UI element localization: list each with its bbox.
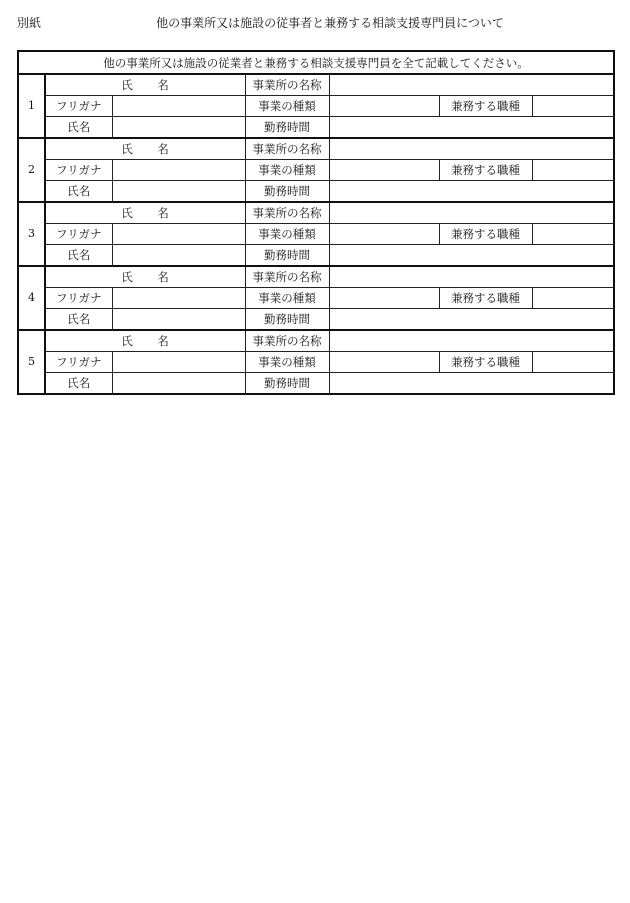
office-name-label: 事業所の名称 <box>245 266 329 288</box>
business-type-label: 事業の種類 <box>245 288 329 309</box>
staff-entry <box>18 202 614 266</box>
name-field[interactable] <box>112 373 245 395</box>
concurrent-staff-table <box>17 50 615 395</box>
concurrent-position-field[interactable] <box>532 224 614 245</box>
furigana-label: フリガナ <box>45 224 112 245</box>
staff-entry <box>18 74 614 138</box>
working-hours-label: 勤務時間 <box>245 181 329 203</box>
name-field[interactable] <box>112 245 245 267</box>
business-type-label: 事業の種類 <box>245 352 329 373</box>
business-type-label: 事業の種類 <box>245 224 329 245</box>
office-name-label: 事業所の名称 <box>245 74 329 96</box>
attachment-label: 別紙 <box>17 16 42 30</box>
name-field[interactable] <box>112 309 245 331</box>
entry-number: 5 <box>18 330 45 394</box>
office-name-field[interactable] <box>329 74 614 96</box>
business-type-field[interactable] <box>329 352 439 373</box>
office-name-field[interactable] <box>329 202 614 224</box>
business-type-field[interactable] <box>329 288 439 309</box>
working-hours-field[interactable] <box>329 373 614 395</box>
staff-entry <box>18 138 614 202</box>
name-heading: 氏 名 <box>45 202 245 224</box>
entry-number: 1 <box>18 74 45 138</box>
business-type-field[interactable] <box>329 160 439 181</box>
name-heading: 氏 名 <box>45 266 245 288</box>
concurrent-position-field[interactable] <box>532 96 614 117</box>
office-name-label: 事業所の名称 <box>245 202 329 224</box>
name-heading: 氏 名 <box>45 138 245 160</box>
name-heading: 氏 名 <box>45 74 245 96</box>
working-hours-label: 勤務時間 <box>245 373 329 395</box>
working-hours-label: 勤務時間 <box>245 309 329 331</box>
name-field[interactable] <box>112 181 245 203</box>
name-label: 氏名 <box>45 309 112 331</box>
business-type-field[interactable] <box>329 96 439 117</box>
working-hours-field[interactable] <box>329 309 614 331</box>
working-hours-label: 勤務時間 <box>245 117 329 139</box>
name-heading: 氏 名 <box>45 330 245 352</box>
concurrent-position-label: 兼務する職種 <box>439 96 532 117</box>
furigana-field[interactable] <box>112 96 245 117</box>
staff-entry <box>18 330 614 394</box>
concurrent-position-label: 兼務する職種 <box>439 352 532 373</box>
staff-entry <box>18 266 614 330</box>
entry-number: 2 <box>18 138 45 202</box>
name-label: 氏名 <box>45 117 112 139</box>
concurrent-position-field[interactable] <box>532 352 614 373</box>
furigana-label: フリガナ <box>45 352 112 373</box>
office-name-label: 事業所の名称 <box>245 330 329 352</box>
entry-number: 4 <box>18 266 45 330</box>
business-type-field[interactable] <box>329 224 439 245</box>
business-type-label: 事業の種類 <box>245 96 329 117</box>
entry-number: 3 <box>18 202 45 266</box>
furigana-field[interactable] <box>112 160 245 181</box>
concurrent-position-label: 兼務する職種 <box>439 160 532 181</box>
furigana-field[interactable] <box>112 224 245 245</box>
office-name-field[interactable] <box>329 330 614 352</box>
furigana-label: フリガナ <box>45 96 112 117</box>
name-label: 氏名 <box>45 245 112 267</box>
concurrent-position-field[interactable] <box>532 288 614 309</box>
concurrent-position-label: 兼務する職種 <box>439 224 532 245</box>
working-hours-label: 勤務時間 <box>245 245 329 267</box>
furigana-field[interactable] <box>112 288 245 309</box>
office-name-label: 事業所の名称 <box>245 138 329 160</box>
furigana-field[interactable] <box>112 352 245 373</box>
office-name-field[interactable] <box>329 138 614 160</box>
furigana-label: フリガナ <box>45 160 112 181</box>
working-hours-field[interactable] <box>329 117 614 139</box>
office-name-field[interactable] <box>329 266 614 288</box>
concurrent-position-label: 兼務する職種 <box>439 288 532 309</box>
working-hours-field[interactable] <box>329 181 614 203</box>
concurrent-position-field[interactable] <box>532 160 614 181</box>
name-label: 氏名 <box>45 373 112 395</box>
table-instruction: 他の事業所又は施設の従業者と兼務する相談支援専門員を全て記載してください。 <box>18 51 614 74</box>
name-label: 氏名 <box>45 181 112 203</box>
furigana-label: フリガナ <box>45 288 112 309</box>
document-title: 他の事業所又は施設の従事者と兼務する相談支援専門員について <box>156 16 504 30</box>
name-field[interactable] <box>112 117 245 139</box>
business-type-label: 事業の種類 <box>245 160 329 181</box>
working-hours-field[interactable] <box>329 245 614 267</box>
